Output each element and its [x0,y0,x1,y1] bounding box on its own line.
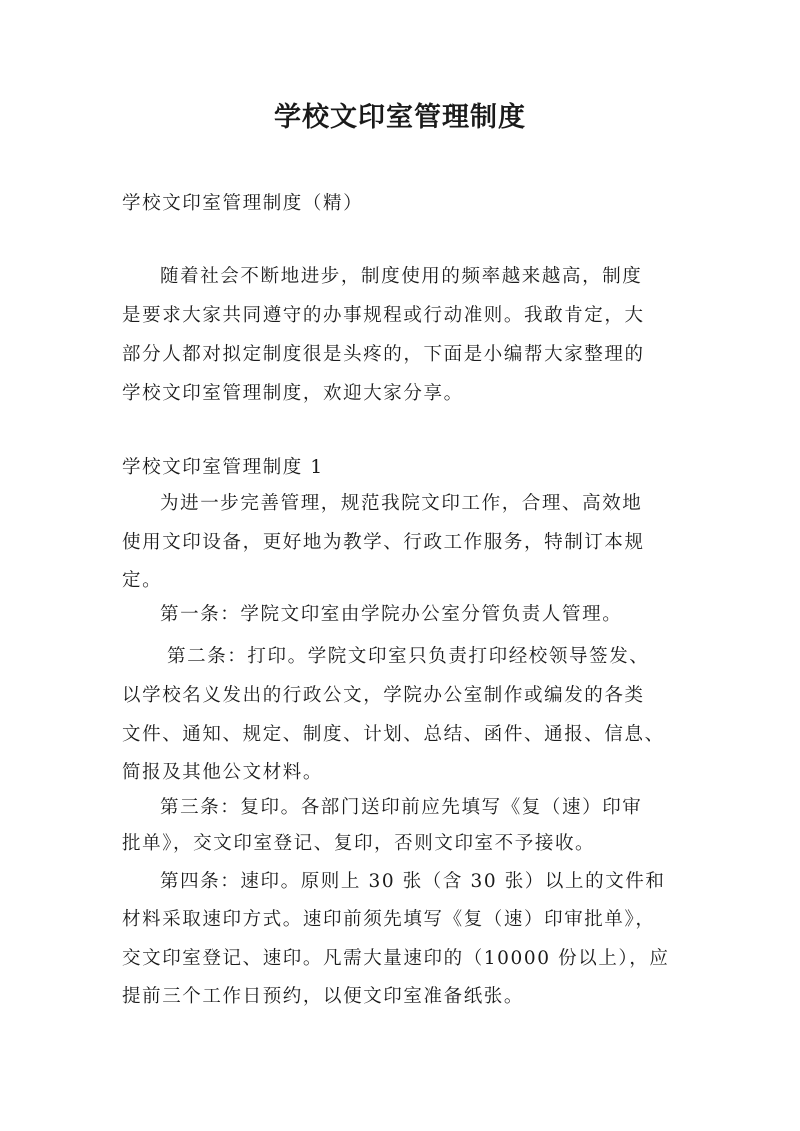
intro-line-4: 学校文印室管理制度，欢迎大家分享。 [122,383,464,404]
article-4-line-3: 交文印室登记、速印。凡需大量速印的（10000 份以上），应 [122,948,670,969]
article-2-line-1: 第二条：打印。学院文印室只负责打印经校领导签发、 [167,646,650,667]
page-title: 学校文印室管理制度 [274,102,526,133]
article-4-line-4: 提前三个工作日预约，以便文印室准备纸张。 [122,986,525,1007]
purpose-line-2: 使用文印设备，更好地为教学、行政工作服务，特制订本规 [122,532,645,553]
article-2-line-4: 简报及其他公文材料。 [122,762,324,783]
article-4-line-2: 材料采取速印方式。速印前须先填写《复（速）印审批单》， [122,909,656,930]
section-heading: 学校文印室管理制度 1 [122,457,324,478]
article-3-line-2: 批单》，交文印室登记、复印，否则文印室不予接收。 [122,833,596,854]
document-subtitle: 学校文印室管理制度（精） [122,193,364,214]
article-2-line-2: 以学校名义发出的行政公文，学院办公室制作或编发的各类 [122,685,645,706]
purpose-line-3: 定。 [122,570,163,591]
intro-line-1: 随着社会不断地进步，制度使用的频率越来越高，制度 [160,266,643,287]
article-2-line-3: 文件、通知、规定、制度、计划、总结、函件、通报、信息、 [122,724,665,745]
intro-line-3: 部分人都对拟定制度很是头疼的，下面是小编帮大家整理的 [122,344,645,365]
article-3-line-1: 第三条：复印。各部门送印前应先填写《复（速）印审 [160,797,643,818]
intro-line-2: 是要求大家共同遵守的办事规程或行动准则。我敢肯定，大 [122,305,645,326]
article-4-line-1: 第四条：速印。原则上 30 张（含 30 张）以上的文件和 [160,871,666,892]
purpose-line-1: 为进一步完善管理，规范我院文印工作，合理、高效地 [160,493,643,514]
article-1-line-1: 第一条：学院文印室由学院办公室分管负责人管理。 [160,604,623,625]
